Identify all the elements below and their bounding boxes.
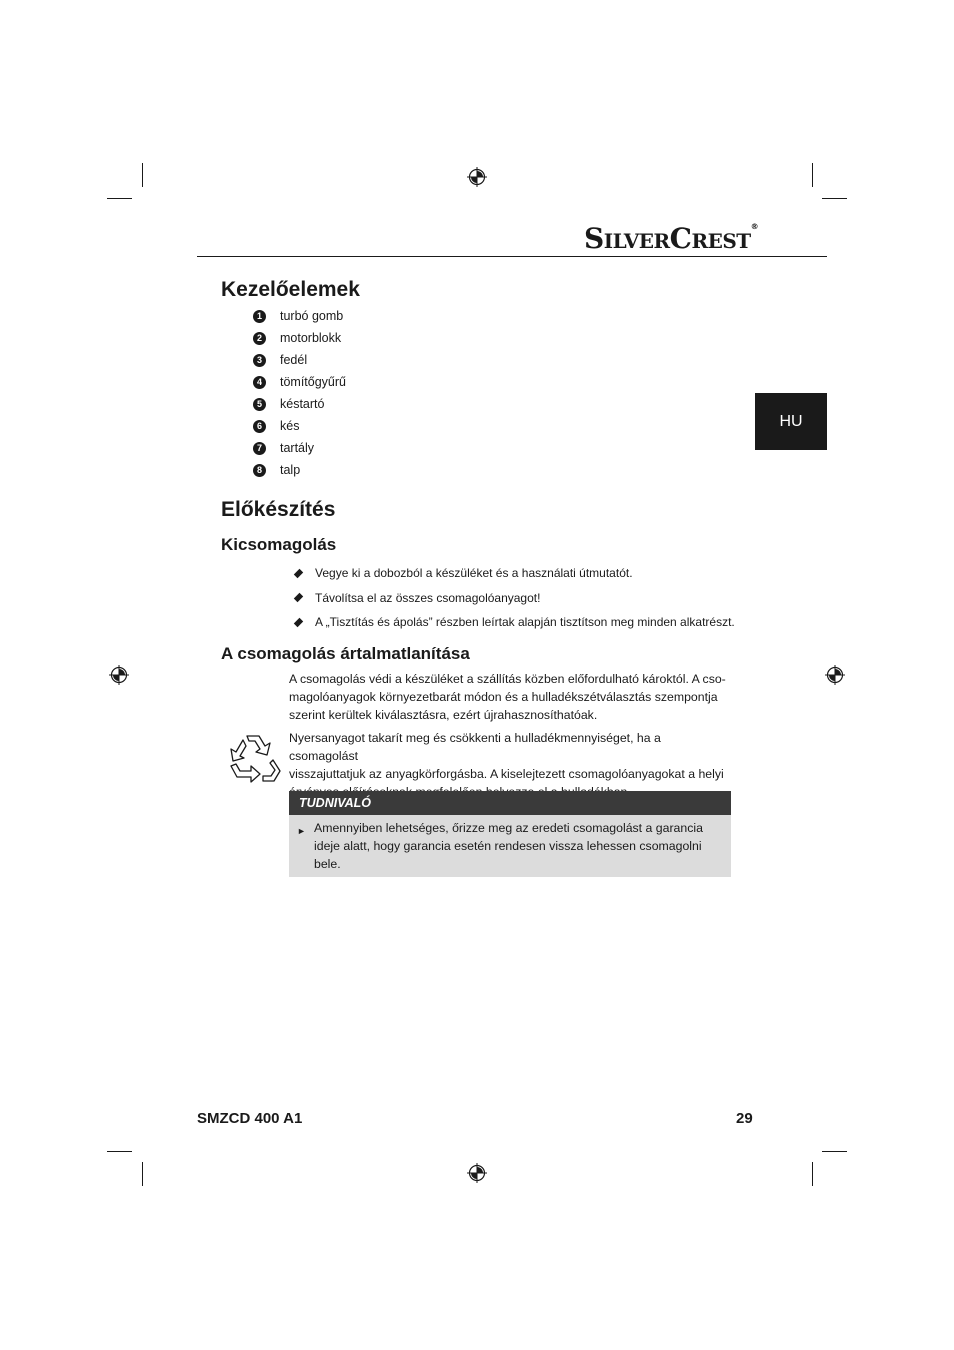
number-badge: 3 bbox=[253, 354, 266, 367]
subsection-title-disposal: A csomagolás ártalmatlanítása bbox=[221, 644, 470, 663]
number-badge: 4 bbox=[253, 376, 266, 389]
list-item: 6 kés bbox=[253, 415, 346, 437]
notice-box bbox=[289, 791, 731, 877]
registration-mark-icon bbox=[825, 665, 845, 685]
parts-list bbox=[253, 305, 346, 481]
crop-mark bbox=[822, 198, 847, 199]
section-title-controls: Kezelőelemek bbox=[221, 278, 360, 301]
list-item: 2 motorblokk bbox=[253, 327, 346, 349]
crop-mark bbox=[812, 163, 813, 187]
number-badge: 7 bbox=[253, 442, 266, 455]
crop-mark bbox=[142, 1162, 143, 1186]
list-item: Vegye ki a dobozból a készüléket és a használati útmutatót. bbox=[292, 561, 735, 586]
registration-mark-icon bbox=[109, 665, 129, 685]
notice-body: ► Amennyiben lehetséges, őrizze meg az eredeti csomagolást a garancia ideje alatt, hogy garancia esetén rendesen vissza lehessen csomagolni bele. bbox=[289, 815, 731, 877]
crop-mark bbox=[812, 1162, 813, 1186]
disposal-paragraph-1: A csomagolás védi a készüléket a szállítás közben előfordulható károktól. A cso- magolóanyagok környezetbarát módon és a hulladékszétválasztás szempontja szerint kerültek kiválasztásra, ezért újrahasznosíthatóak. bbox=[289, 672, 726, 722]
crop-mark bbox=[107, 198, 132, 199]
arrow-right-icon: ► bbox=[297, 826, 306, 836]
brand-logo: SILVERCREST® bbox=[584, 222, 759, 255]
crop-mark bbox=[822, 1151, 847, 1152]
list-item: 8 talp bbox=[253, 459, 346, 481]
crop-mark bbox=[107, 1151, 132, 1152]
bullet-diamond-icon bbox=[294, 618, 303, 627]
footer-model: SMZCD 400 A1 bbox=[197, 1110, 303, 1127]
registration-mark-icon bbox=[467, 1163, 487, 1183]
notice-heading: TUDNIVALÓ bbox=[289, 791, 731, 815]
crop-mark bbox=[142, 163, 143, 187]
bullet-diamond-icon bbox=[294, 569, 303, 578]
number-badge: 2 bbox=[253, 332, 266, 345]
list-item: A „Tisztítás és ápolás” részben leírtak alapján tisztítson meg minden alkatrészt. bbox=[292, 610, 735, 635]
language-tab: HU bbox=[755, 393, 827, 450]
bullet-diamond-icon bbox=[294, 593, 303, 602]
list-item: 4 tömítőgyűrű bbox=[253, 371, 346, 393]
list-item: 3 fedél bbox=[253, 349, 346, 371]
subsection-title-unpacking: Kicsomagolás bbox=[221, 535, 337, 554]
number-badge: 5 bbox=[253, 398, 266, 411]
header-rule bbox=[197, 256, 827, 257]
number-badge: 8 bbox=[253, 464, 266, 477]
number-badge: 1 bbox=[253, 310, 266, 323]
number-badge: 6 bbox=[253, 420, 266, 433]
page-number: 29 bbox=[736, 1110, 753, 1127]
unpacking-list bbox=[292, 561, 735, 635]
list-item: Távolítsa el az összes csomagolóanyagot! bbox=[292, 586, 735, 611]
list-item: 5 késtartó bbox=[253, 393, 346, 415]
registration-mark-icon bbox=[467, 167, 487, 187]
list-item: 7 tartály bbox=[253, 437, 346, 459]
list-item: 1 turbó gomb bbox=[253, 305, 346, 327]
recycle-icon bbox=[225, 730, 285, 788]
section-title-preparation: Előkészítés bbox=[221, 498, 336, 521]
disposal-paragraph-2: Nyersanyagot takarít meg és csökkenti a hulladékmennyiséget, ha a csomagolást visszajuttatjuk az anyagkörforgásba. A kiselejtezett csomagolóanyagokat a helyi bbox=[289, 731, 724, 781]
